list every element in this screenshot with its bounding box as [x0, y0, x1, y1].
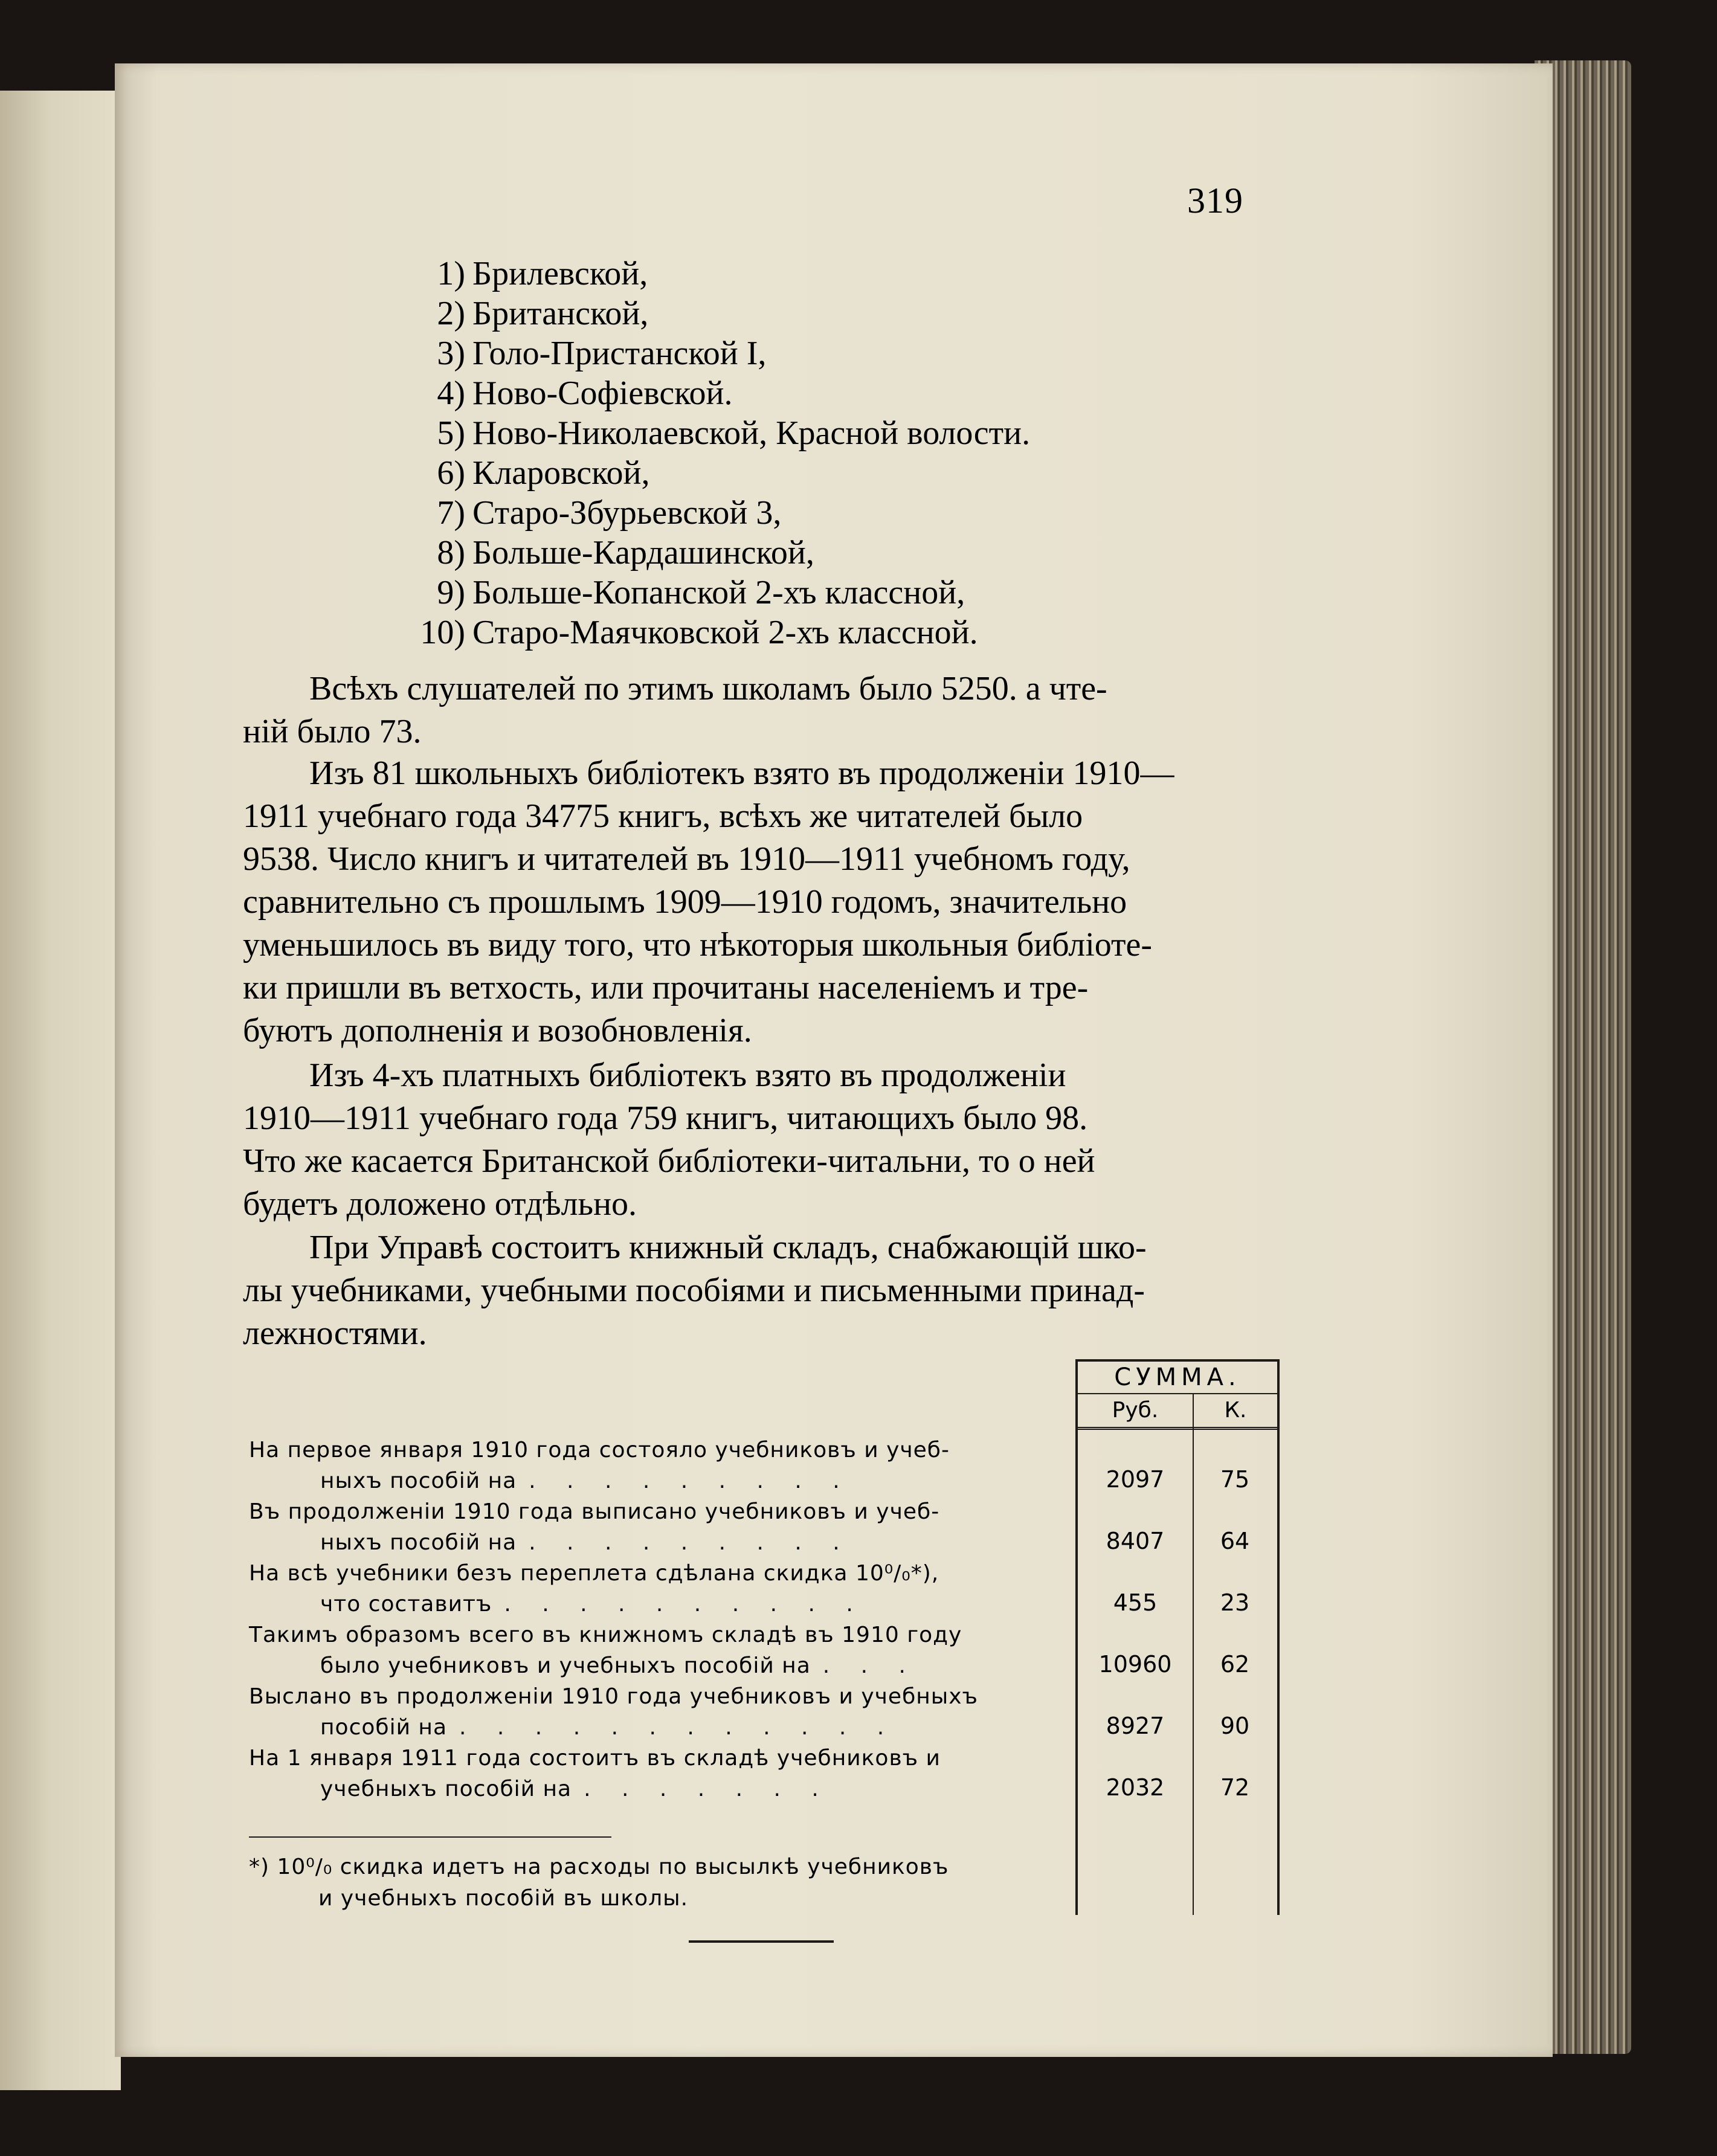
table-row: Такимъ образомъ всего въ книжномъ складѣ въ 1910 году было учебниковъ и учебныхъ пособій на . . . — [249, 1623, 962, 1678]
list-item: 8) Больше-Кардашинской, — [437, 534, 814, 571]
amount-row: 10960 62 — [1098, 1651, 1250, 1678]
table-descriptions — [249, 1435, 1191, 1804]
school-list — [417, 254, 1030, 652]
table-row: На всѣ учебники безъ переплета сдѣлана скидка 10⁰/₀*), что составитъ . . . . . . . . . . — [249, 1561, 939, 1617]
sum-header: СУММА. — [1078, 1359, 1277, 1394]
amount-row: 455 23 — [1113, 1589, 1250, 1616]
paragraph-paid-libraries: Изъ 4-хъ платныхъ библіотекъ взято въ продолженіи 1910—1911 учебнаго года 759 книгъ, читающихъ было 98. Что же касается Британской библіотеки-читальни, то о ней будетъ доложено отдѣльно. — [243, 1057, 1095, 1223]
kop-header: К. — [1224, 1398, 1247, 1423]
table-row: Въ продолженіи 1910 года выписано учебниковъ и учеб- ныхъ пособій на . . . . . . . . . — [249, 1499, 940, 1555]
amount-row: 8927 90 — [1106, 1713, 1250, 1739]
amount-row: 2097 75 — [1106, 1466, 1250, 1493]
sum-column — [1075, 1359, 1280, 1915]
list-item: 5) Ново-Николаевской, Красной волости. — [437, 414, 1031, 452]
list-item: 10) Старо-Маячковской 2-хъ классной. — [420, 614, 978, 651]
amount-row: 2032 72 — [1106, 1774, 1250, 1801]
paragraph-school-libraries: Изъ 81 школьныхъ библіотекъ взято въ продолженіи 1910— 1911 учебнаго года 34775 книгъ, всѣхъ же читателей было 9538. Число книгъ и читателей въ 1910—1911 учебномъ году, сравнительно съ прошлымъ 1909—1910 годомъ, значительно уменьшилось въ виду того, что нѣкоторыя школьныя библіоте- ки пришли въ ветхость, или прочитаны населеніемъ и тре- буютъ дополненія и возобновленія. — [243, 755, 1174, 1049]
page-number: 319 — [1187, 181, 1243, 220]
paragraph-book-warehouse: При Управѣ состоитъ книжный складъ, снабжающій шко- лы учебниками, учебными пособіями и письменными принад- лежностями. — [243, 1229, 1147, 1352]
table-row: На первое января 1910 года состояло учебниковъ и учеб- ныхъ пособій на . . . . . . . . . — [249, 1438, 950, 1493]
footnote: *) 10⁰/₀ скидка идетъ на расходы по высылкѣ учебниковъ и учебныхъ пособій въ школы. — [249, 1855, 949, 1911]
list-item: 1) Брилевской, — [437, 255, 648, 292]
footnote-divider — [249, 1836, 611, 1838]
list-item: 3) Голо-Пристанской I, — [437, 335, 767, 372]
paragraph-listeners: Всѣхъ слушателей по этимъ школамъ было 5250. а чте- ній было 73. — [243, 670, 1107, 750]
amounts — [1078, 1449, 1277, 1818]
table-row: На 1 января 1911 года состоитъ въ складѣ учебниковъ и учебныхъ пособій на . . . . . . . — [249, 1746, 941, 1801]
rub-header: Руб. — [1078, 1394, 1194, 1427]
table-row: Выслано въ продолженіи 1910 года учебниковъ и учебныхъ пособій на . . . . . . . . . . . . — [249, 1684, 978, 1740]
list-item: 6) Кларовской, — [437, 454, 650, 492]
sum-subheader — [1078, 1394, 1277, 1430]
end-rule — [689, 1940, 834, 1943]
list-item: 7) Старо-Збурьевской 3, — [437, 494, 782, 532]
list-item: 2) Британской, — [437, 295, 649, 332]
amount-row: 8407 64 — [1106, 1528, 1250, 1554]
list-item: 4) Ново-Софіевской. — [437, 375, 733, 412]
list-item: 9) Больше-Копанской 2-хъ классной, — [437, 574, 965, 611]
